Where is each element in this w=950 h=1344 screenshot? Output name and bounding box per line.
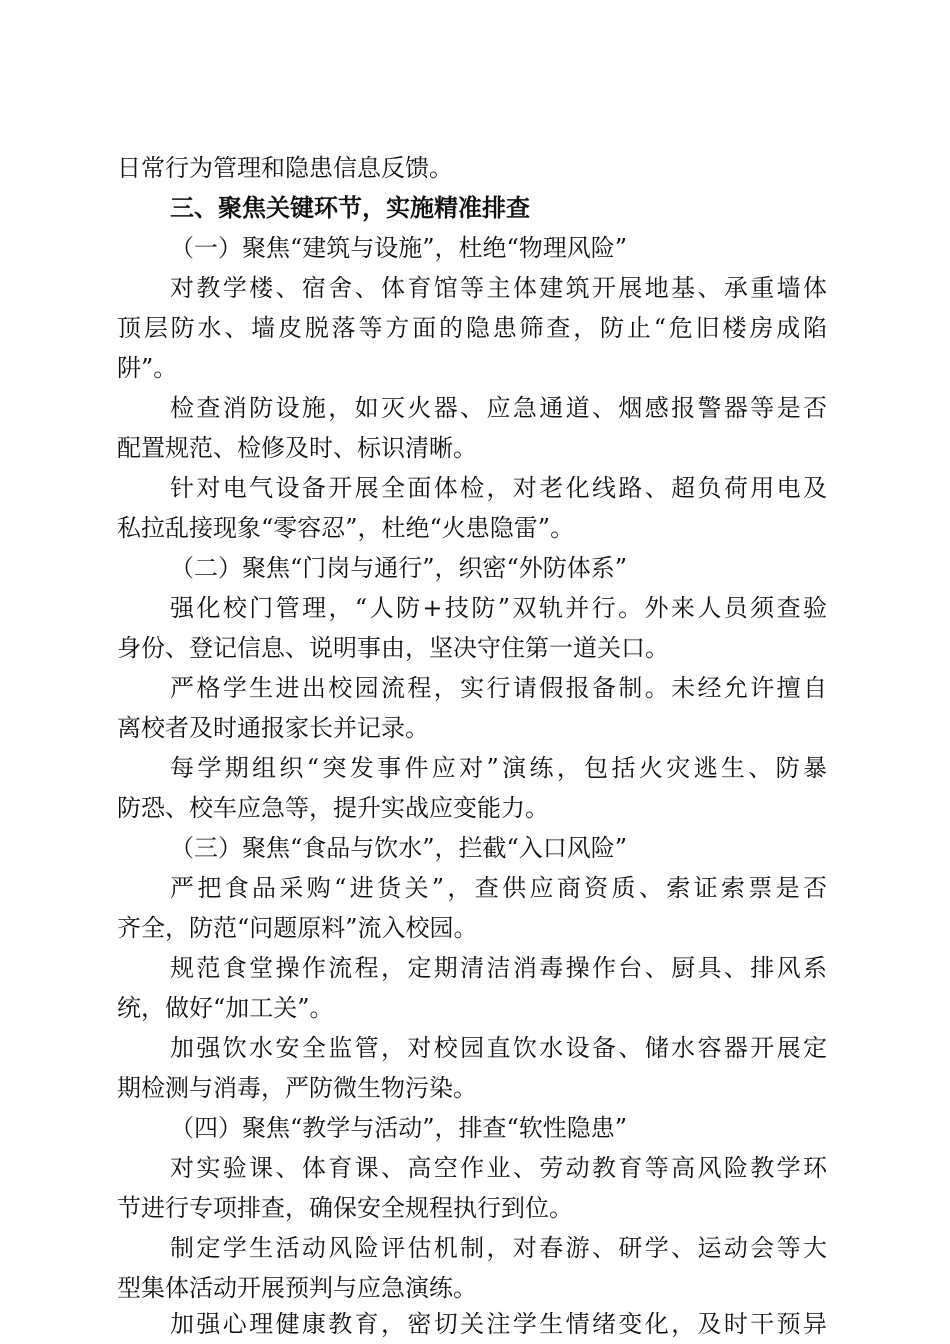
paragraph-line: 检查消防设施，如灭火器、应急通道、烟感报警器等是否 [170, 394, 827, 422]
paragraph-line: 严把食品采购“进货关”，查供应商资质、索证索票是否 [170, 874, 827, 902]
subsection-heading: （四）聚焦“教学与活动”，排查“软性隐患” [170, 1114, 628, 1142]
paragraph-line: 顶层防水、墙皮脱落等方面的隐患筛查，防止“危旧楼房成陷 [117, 314, 827, 342]
paragraph-line: 统，做好“加工关”。 [117, 994, 334, 1022]
paragraph-line: 阱”。 [117, 354, 178, 382]
subsection-heading: （一）聚焦“建筑与设施”，杜绝“物理风险” [170, 234, 628, 262]
paragraph-line: 加强饮水安全监管，对校园直饮水设备、储水容器开展定 [170, 1034, 827, 1062]
paragraph-line: 配置规范、检修及时、标识清晰。 [117, 434, 477, 462]
paragraph-line: 齐全，防范“问题原料”流入校园。 [117, 914, 478, 942]
paragraph-line: 规范食堂操作流程，定期清洁消毒操作台、厨具、排风系 [170, 954, 827, 982]
paragraph-line: 严格学生进出校园流程，实行请假报备制。未经允许擅自 [170, 674, 827, 702]
paragraph-line: 私拉乱接现象“零容忍”，杜绝“火患隐雷”。 [117, 514, 575, 542]
paragraph-line: 离校者及时通报家长并记录。 [117, 714, 429, 742]
paragraph-line: 防恐、校车应急等，提升实战应变能力。 [117, 794, 549, 822]
paragraph-line: 期检测与消毒，严防微生物污染。 [117, 1074, 477, 1102]
paragraph-line: 针对电气设备开展全面体检，对老化线路、超负荷用电及 [170, 474, 827, 502]
paragraph-line: 身份、登记信息、说明事由，坚决守住第一道关口。 [117, 634, 669, 662]
paragraph-line: 制定学生活动风险评估机制，对春游、研学、运动会等大 [170, 1234, 827, 1262]
paragraph-line: 强化校门管理，“人防+技防”双轨并行。外来人员须查验 [170, 594, 827, 622]
subsection-heading: （三）聚焦“食品与饮水”，拦截“入口风险” [170, 834, 628, 862]
paragraph-line: 每学期组织“突发事件应对”演练，包括火灾逃生、防暴 [170, 754, 827, 782]
paragraph-line: 对实验课、体育课、高空作业、劳动教育等高风险教学环 [170, 1154, 827, 1182]
section-heading: 三、聚焦关键环节，实施精准排查 [170, 193, 530, 222]
paragraph-line: 对教学楼、宿舍、体育馆等主体建筑开展地基、承重墙体 [170, 274, 827, 302]
paragraph-line: 型集体活动开展预判与应急演练。 [117, 1274, 477, 1302]
paragraph-line: 日常行为管理和隐患信息反馈。 [117, 154, 453, 182]
subsection-heading: （二）聚焦“门岗与通行”，织密“外防体系” [170, 554, 628, 582]
paragraph-line: 节进行专项排查，确保安全规程执行到位。 [117, 1194, 573, 1222]
paragraph-line: 加强心理健康教育，密切关注学生情绪变化，及时干预异 [170, 1310, 827, 1338]
